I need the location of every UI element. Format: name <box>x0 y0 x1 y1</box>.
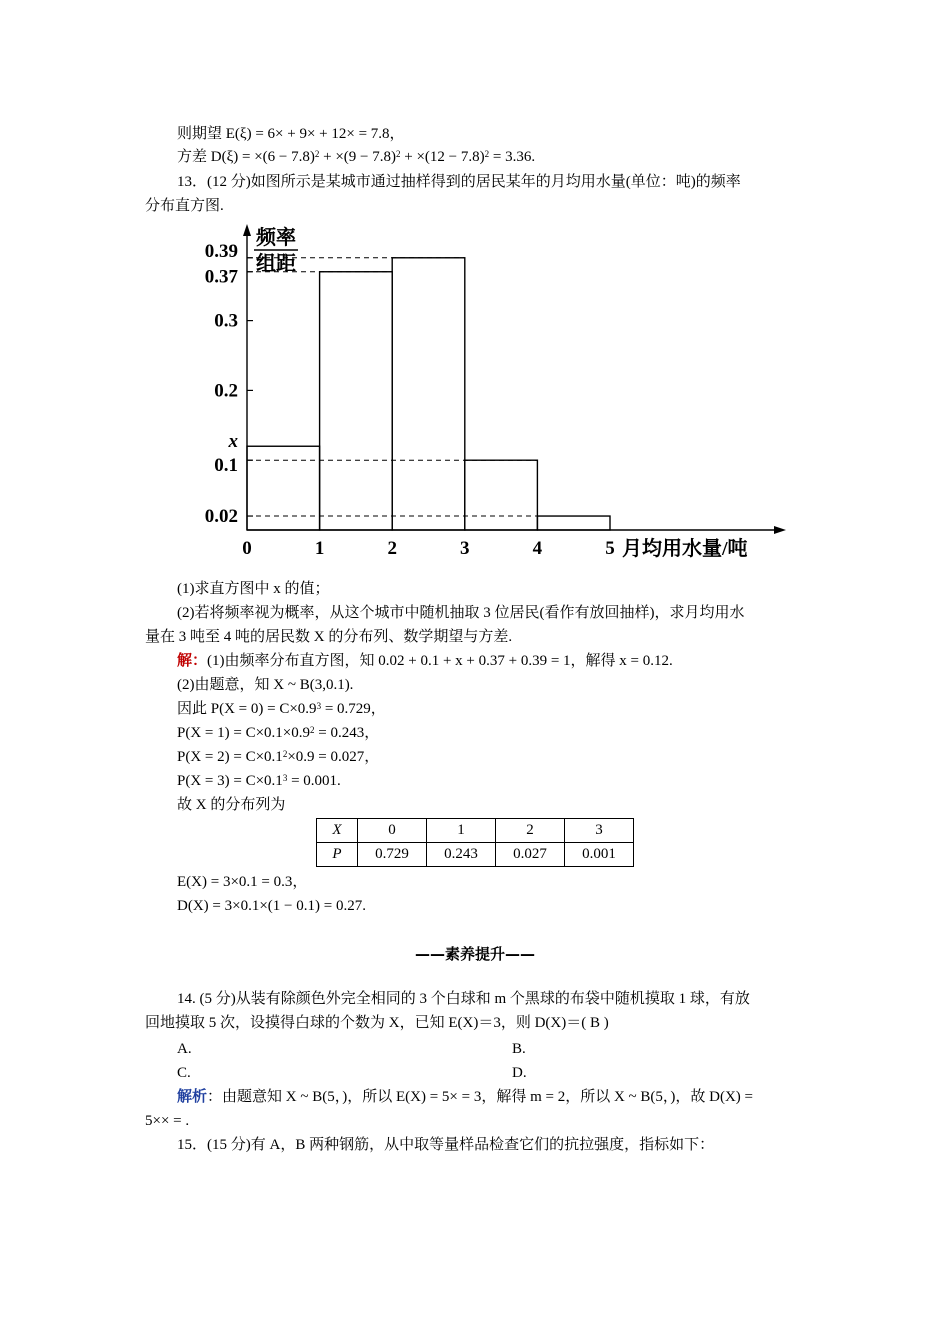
table-cell: 0.243 <box>427 843 496 867</box>
table-cell: 1 <box>427 819 496 843</box>
table-cell: X <box>317 819 358 843</box>
y-tick-label: 0.1 <box>214 455 238 477</box>
histogram-bar <box>392 258 465 530</box>
analysis-line-2: 5×× = . <box>145 1113 190 1129</box>
prob-x1: $P(X = 1) = C\times 0.1\times 0.9^2 = 0.243$， <box>177 725 380 741</box>
table-cell: 0.001 <box>565 843 634 867</box>
x-axis-label: 月均用水量/吨 <box>622 538 748 560</box>
x-tick-label: 4 <box>532 538 543 559</box>
analysis-line-1: 解析：由题意知 X ~ B(5，)，所以 E(X) = 5× = 3，解得 m = 2，所以 X ~ B(5，)，故 D(X) = <box>177 1089 754 1105</box>
table-row <box>317 843 634 867</box>
variance-line: 方差 $D(\xi) = \times(6 - 7.8)^2 + \times(9 - 7.8)^2 + \times(12 - 7.8)^2 = 3.36$. <box>177 149 536 165</box>
prob-x0: 因此 $P(X = 0) = C\times 0.9^3 = 0.729$， <box>177 701 386 717</box>
histogram-bar <box>537 516 610 530</box>
distribution-table <box>316 818 634 867</box>
option-c: C. <box>177 1065 191 1081</box>
x-tick-label: 1 <box>314 538 325 559</box>
histogram-bar <box>465 460 538 530</box>
part-2-line-1: (2)若将频率视为概率，从这个城市中随机抽取 3 位居民(看作有放回抽样)，求月均用水 <box>177 605 745 621</box>
x-tick-label: 2 <box>387 538 397 559</box>
x-tick-label: 3 <box>460 538 470 559</box>
solution-line-1: 解：(1)由频率分布直方图，知 0.02 + 0.1 + x + 0.37 + 0.39 = 1，解得 x = 0.12. <box>177 653 673 669</box>
part-1: (1)求直方图中 x 的值； <box>177 581 330 597</box>
y-tick-label: 0.37 <box>204 266 238 288</box>
y-tick-label: 0.02 <box>204 506 238 528</box>
y-axis-label-denominator: 组距 <box>256 253 296 275</box>
histogram-bar <box>320 272 393 530</box>
table-cell: 3 <box>565 819 634 843</box>
expectation-line: 则期望 E(ξ) = 6× + 9× + 12× = 7.8， <box>177 126 405 142</box>
question-15: 15．(15 分)有 A，B 两种钢筋，从中取等量样品检查它们的抗拉强度，指标如下： <box>177 1137 715 1153</box>
question-14-line-1: 14. (5 分)从装有除颜色外完全相同的 3 个白球和 m 个黑球的布袋中随机摸取 1 球，有放 <box>177 991 750 1007</box>
prob-x3: $P(X = 3) = C\times 0.1^3 = 0.001$. <box>177 773 341 789</box>
frequency-histogram <box>188 222 798 567</box>
table-cell: 2 <box>496 819 565 843</box>
x-tick-label: 0 <box>242 538 252 559</box>
x-axis-arrow-icon <box>774 526 786 534</box>
section-title: ——素养提升—— <box>414 945 535 963</box>
table-row <box>317 819 634 843</box>
analysis-label: 解析 <box>177 1089 208 1105</box>
y-tick-label: 0.2 <box>214 380 238 402</box>
question-14-line-2: 回地摸取 5 次，设摸得白球的个数为 X，已知 E(X)＝3，则 D(X)＝( B ) <box>145 1015 609 1031</box>
table-cell: 0.729 <box>358 843 427 867</box>
y-axis-label-numerator: 频率 <box>256 227 296 249</box>
variance-result: D(X) = 3×0.1×(1 − 0.1) = 0.27. <box>177 898 366 914</box>
prob-x2: $P(X = 2) = C\times 0.1^2\times 0.9 = 0.027$， <box>177 749 380 765</box>
expectation-result: E(X) = 3×0.1 = 0.3， <box>177 874 308 890</box>
table-cell: P <box>317 843 358 867</box>
solution-line-2: (2)由题意，知 X ~ B(3,0.1). <box>177 677 354 693</box>
table-cell: 0 <box>358 819 427 843</box>
solution-label: 解： <box>177 653 208 669</box>
y-tick-label: 0.39 <box>204 240 238 262</box>
y-axis-arrow-icon <box>243 224 251 236</box>
y-tick-label: x <box>228 431 238 453</box>
option-d: D. <box>512 1065 527 1081</box>
y-tick-label: 0.3 <box>214 310 238 332</box>
distribution-intro: 故 X 的分布列为 <box>177 797 286 813</box>
x-tick-label: 5 <box>605 538 615 559</box>
option-b: B. <box>512 1041 526 1057</box>
part-2-line-2: 量在 3 吨至 4 吨的居民数 X 的分布列、数学期望与方差. <box>145 629 513 645</box>
question-13-line-1: 13．(12 分)如图所示是某城市通过抽样得到的居民某年的月均用水量(单位：吨)的频率 <box>177 174 741 190</box>
histogram-bar <box>247 446 320 530</box>
question-13-line-2: 分布直方图. <box>145 198 224 214</box>
table-cell: 0.027 <box>496 843 565 867</box>
option-a: A. <box>177 1041 192 1057</box>
